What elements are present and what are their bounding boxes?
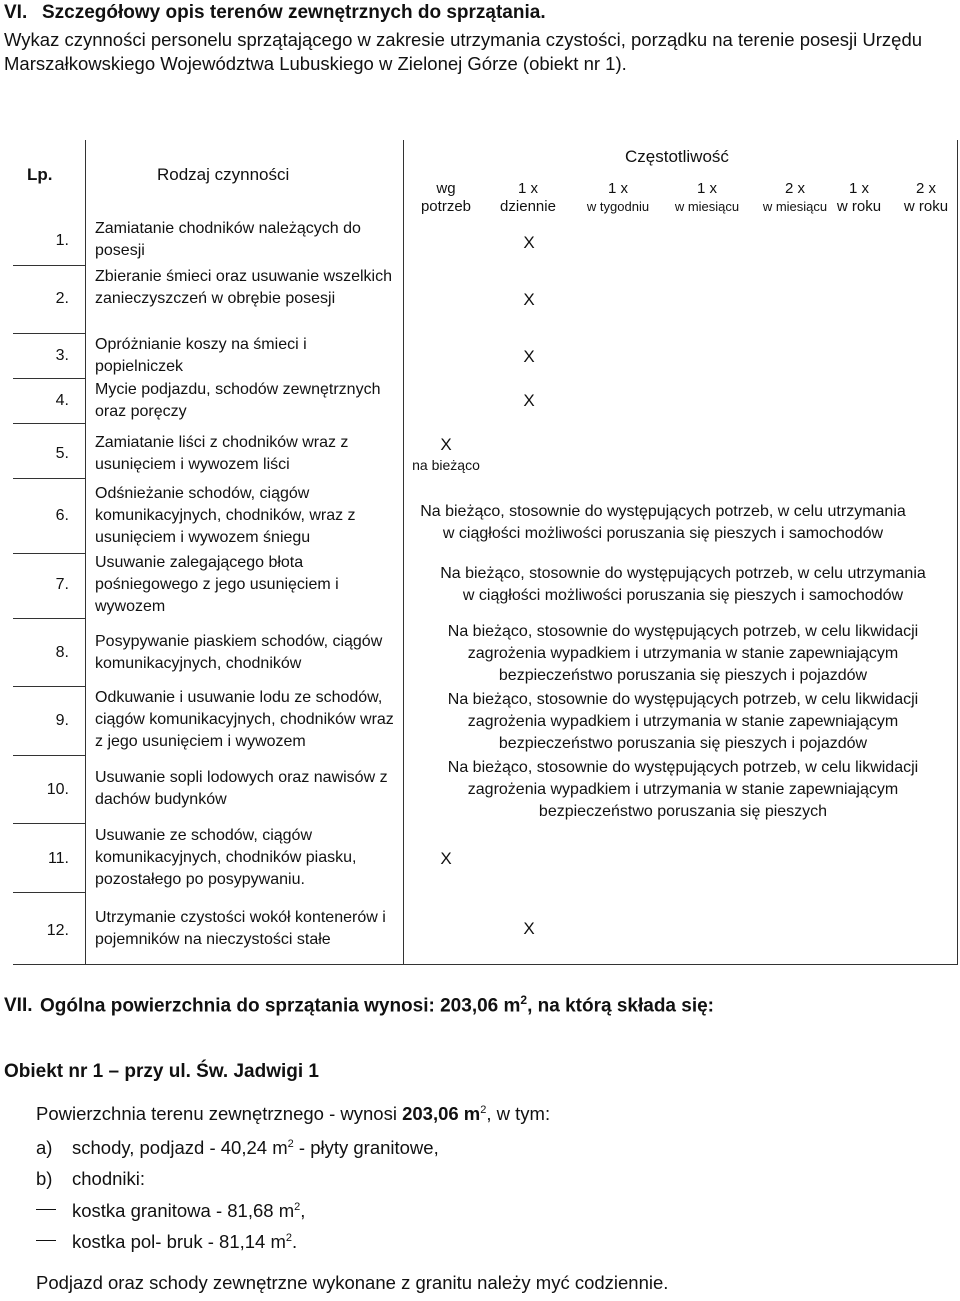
freq-col-bottom: dziennie bbox=[500, 198, 556, 215]
table-divider bbox=[85, 140, 86, 965]
frequency-note: Na bieżąco, stosownie do występujących potrzeb, w celu likwidacji zagrożenia wypadkiem i utrzymania w stanie zapewniającym bezpieczeństwo poruszania się pieszych bbox=[447, 759, 919, 820]
row-divider bbox=[13, 892, 85, 893]
list-item-suffix: , bbox=[300, 1200, 306, 1221]
freq-col-top: 1 x bbox=[607, 180, 628, 197]
task-description: Usuwanie ze schodów, ciągów komunikacyjnych, chodników piasku, pozostałego po posypywaniu. bbox=[95, 827, 357, 888]
task-description: Zbieranie śmieci oraz usuwanie wszelkich zanieczyszczeń w obrębie posesji bbox=[95, 268, 393, 307]
frequency-note: Na bieżąco, stosownie do występujących potrzeb, w celu likwidacji zagrożenia wypadkiem i utrzymania w stanie zapewniającym bezpieczeństwo poruszania się pieszych i pojazdów bbox=[447, 691, 919, 752]
frequency-mark: X bbox=[523, 347, 535, 366]
frequency-note: Na bieżąco, stosownie do występujących potrzeb, w celu likwidacji zagrożenia wypadkiem i utrzymania w stanie zapewniającym bezpieczeństwo poruszania się pieszych i pojazdów bbox=[447, 623, 919, 684]
freq-col-top: 1 x bbox=[696, 180, 717, 197]
task-description: Odśnieżanie schodów, ciągów komunikacyjnych, chodników, wraz z usunięciem i wywozem śniegu bbox=[95, 485, 356, 546]
area-suffix: , w tym: bbox=[486, 1103, 551, 1124]
row-number: 6. bbox=[55, 507, 69, 524]
row-divider bbox=[13, 378, 85, 379]
task-description: Posypywanie piaskiem schodów, ciągów komunikacyjnych, chodników bbox=[95, 633, 383, 672]
column-header-lp: Lp. bbox=[27, 165, 53, 184]
area-prefix: Powierzchnia terenu zewnętrznego - wynosi bbox=[36, 1103, 403, 1124]
list-item-suffix: - płyty granitowe, bbox=[293, 1137, 439, 1158]
row-divider bbox=[13, 618, 85, 619]
dash-bullet bbox=[36, 1209, 56, 1210]
task-description: Mycie podjazdu, schodów zewnętrznych oraz poręczy bbox=[95, 381, 381, 420]
row-divider bbox=[13, 686, 85, 687]
row-divider bbox=[13, 333, 85, 334]
dash-bullet bbox=[36, 1240, 56, 1241]
freq-col-top: 1 x bbox=[517, 180, 538, 197]
unit-superscript: 2 bbox=[287, 1137, 294, 1150]
freq-col-header bbox=[827, 180, 891, 216]
row-number: 10. bbox=[46, 781, 69, 798]
freq-col-header bbox=[411, 180, 481, 216]
section-title-suffix: , na którą składa się: bbox=[527, 995, 715, 1017]
section-number: VI. bbox=[4, 2, 28, 23]
area-value: 203,06 m bbox=[402, 1103, 481, 1124]
frequency-mark: X bbox=[523, 233, 535, 252]
task-description: Usuwanie zalegającego błota pośniegowego z jego usunięciem i wywozem bbox=[95, 554, 339, 615]
row-number: 7. bbox=[55, 576, 69, 593]
row-divider bbox=[13, 265, 85, 266]
list-marker: b) bbox=[36, 1168, 53, 1189]
frequency-mark-note: na bieżąco bbox=[412, 457, 480, 473]
row-number: 3. bbox=[55, 347, 69, 364]
table-divider bbox=[403, 140, 404, 965]
section-number: VII. bbox=[4, 995, 33, 1017]
frequency-mark: X bbox=[523, 391, 535, 410]
row-number: 8. bbox=[55, 644, 69, 661]
freq-col-top: 2 x bbox=[915, 180, 936, 197]
freq-col-bottom: w roku bbox=[836, 198, 882, 215]
cleaning-schedule-table bbox=[13, 140, 958, 965]
freq-col-header bbox=[493, 180, 563, 216]
row-number: 9. bbox=[55, 712, 69, 729]
freq-col-header bbox=[665, 180, 749, 216]
section-title-text: Szczegółowy opis terenów zewnętrznych do sprzątania. bbox=[42, 2, 546, 23]
list-item bbox=[36, 1231, 297, 1253]
table-bottom-border bbox=[13, 964, 958, 965]
list-item bbox=[36, 1168, 145, 1190]
section-title-text: Ogólna powierzchnia do sprzątania wynosi: 203,06 m bbox=[40, 995, 521, 1017]
list-item-text: schody, podjazd - 40,24 m bbox=[72, 1137, 288, 1158]
freq-col-top: 2 x bbox=[784, 180, 805, 197]
list-item-text: kostka pol- bruk - 81,14 m bbox=[72, 1231, 286, 1252]
object-title: Obiekt nr 1 – przy ul. Św. Jadwigi 1 bbox=[4, 1061, 319, 1082]
freq-col-top: 1 x bbox=[848, 180, 869, 197]
column-header-frequency: Częstotliwość bbox=[625, 147, 729, 166]
list-item bbox=[36, 1137, 439, 1159]
list-item-text: kostka granitowa - 81,68 m bbox=[72, 1200, 295, 1221]
unit-superscript: 2 bbox=[285, 1231, 292, 1244]
unit-superscript: 2 bbox=[294, 1200, 301, 1213]
frequency-mark: X bbox=[440, 435, 452, 454]
freq-col-bottom: w miesiącu bbox=[762, 199, 828, 214]
freq-col-header bbox=[576, 180, 660, 216]
section-intro: Wykaz czynności personelu sprzątającego w zakresie utrzymania czystości, porządku na terenie posesji Urzędu Marszałkowskiego Województwa Lubuskiego w Zielonej Górze (obiekt nr 1). bbox=[4, 29, 923, 74]
freq-col-bottom: w miesiącu bbox=[674, 199, 740, 214]
section-title bbox=[4, 2, 546, 24]
row-number: 11. bbox=[47, 850, 69, 867]
task-description: Opróżnianie koszy na śmieci i popielniczek bbox=[95, 336, 307, 375]
freq-col-bottom: potrzeb bbox=[420, 198, 472, 215]
list-item-text: chodniki: bbox=[72, 1168, 146, 1189]
task-description: Odkuwanie i usuwanie lodu ze schodów, ciągów komunikacyjnych, chodników wraz z jego usunięciem i wywozem bbox=[95, 689, 394, 750]
row-number: 2. bbox=[55, 290, 69, 307]
freq-col-header bbox=[753, 180, 837, 216]
frequency-mark: X bbox=[523, 290, 535, 309]
list-marker: a) bbox=[36, 1137, 53, 1158]
row-divider bbox=[13, 823, 85, 824]
column-header-task: Rodzaj czynności bbox=[157, 165, 290, 184]
frequency-mark: X bbox=[523, 919, 535, 938]
table-divider bbox=[957, 140, 958, 965]
row-divider bbox=[13, 478, 85, 479]
task-description: Zamiatanie chodników należących do posesji bbox=[95, 220, 361, 259]
list-item-suffix: . bbox=[292, 1231, 298, 1252]
freq-col-bottom: w roku bbox=[903, 198, 949, 215]
final-note: Podjazd oraz schody zewnętrzne wykonane z granitu należy myć codziennie. bbox=[36, 1272, 669, 1293]
row-divider bbox=[13, 423, 85, 424]
row-number: 4. bbox=[55, 392, 69, 409]
unit-superscript: 2 bbox=[480, 1103, 487, 1116]
frequency-mark: X bbox=[440, 849, 452, 868]
freq-col-top: wg bbox=[436, 180, 456, 197]
unit-superscript: 2 bbox=[520, 993, 528, 1007]
area-summary bbox=[36, 1103, 550, 1125]
frequency-note: Na bieżąco, stosownie do występujących potrzeb, w celu utrzymania w ciągłości możliwości poruszania się pieszych i samochodów bbox=[440, 565, 926, 604]
row-number: 5. bbox=[55, 445, 69, 462]
freq-col-header bbox=[895, 180, 957, 216]
row-divider bbox=[13, 755, 85, 756]
row-number: 12. bbox=[46, 922, 69, 939]
row-divider bbox=[13, 553, 85, 554]
freq-col-bottom: w tygodniu bbox=[586, 199, 650, 214]
task-description: Utrzymanie czystości wokół kontenerów i pojemników na nieczystości stałe bbox=[95, 909, 386, 948]
section-vii-heading bbox=[4, 993, 714, 1017]
task-description: Zamiatanie liści z chodników wraz z usunięciem i wywozem liści bbox=[95, 434, 349, 473]
row-number: 1. bbox=[55, 232, 69, 249]
list-item bbox=[36, 1200, 305, 1222]
frequency-note: Na bieżąco, stosownie do występujących potrzeb, w celu utrzymania w ciągłości możliwości poruszania się pieszych i samochodów bbox=[420, 503, 906, 542]
task-description: Usuwanie sopli lodowych oraz nawisów z dachów budynków bbox=[95, 769, 388, 808]
